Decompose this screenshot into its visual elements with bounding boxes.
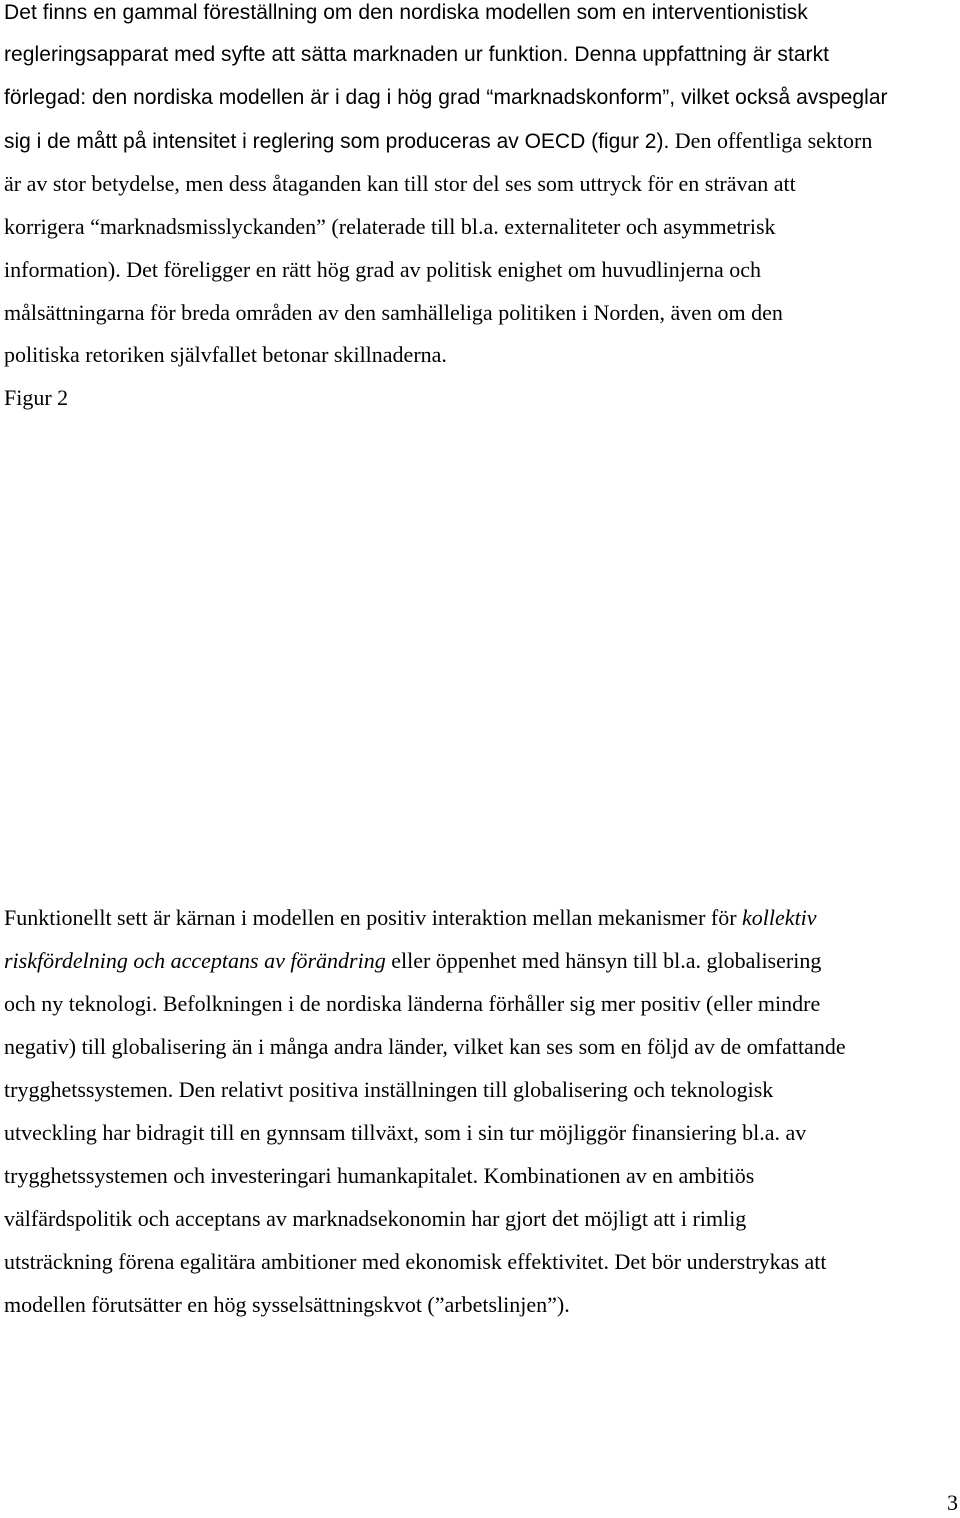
text-line: Det finns en gammal föreställning om den nordiska modellen som en interventionistisk [4,1,808,24]
text-line: är av stor betydelse, men dess åtaganden kan till stor del ses som uttryck för en strävan att [4,171,796,196]
text-line: modellen förutsätter en hög sysselsättningskvot (”arbetslinjen”). [4,1292,570,1317]
text-line: politiska retoriken självfallet betonar skillnaderna. [4,342,447,367]
text-line: förlegad: den nordiska modellen är i dag i hög grad “marknadskonform”, vilket också avspeglar [4,86,888,109]
text-line: regleringsapparat med syfte att sätta marknaden ur funktion. Denna uppfattning är starkt [4,43,830,66]
document-page [4,0,958,1518]
text-span: eller öppenhet med hänsyn till bl.a. globalisering [385,948,822,973]
figure-placeholder [4,412,954,882]
text-span: information). [4,257,121,282]
figure-label: Figur 2 [4,385,69,410]
page-number: 3 [947,1490,958,1515]
text-line-mixed [4,257,761,283]
emphasis-text: riskfördelning och acceptans av förändring [4,948,386,973]
text-span: Funktionellt sett är kärnan i modellen en positiv interaktion mellan mekanismer för [4,905,743,930]
text-line: negativ) till globalisering än i många andra länder, vilket kan ses som en följd av de omfattande [4,1034,846,1059]
text-line: och ny teknologi. Befolkningen i de nordiska länderna förhåller sig mer positiv (eller mindre [4,991,821,1016]
text-line: trygghetssystemen och investeringari humankapitalet. Kombinationen av en ambitiös [4,1163,755,1188]
text-line: målsättningarna för breda områden av den samhälleliga politiken i Norden, även om den [4,300,783,325]
text-line: utsträckning förena egalitära ambitioner med ekonomisk effektivitet. Det bör understrykas att [4,1249,827,1274]
text-span: sig i de mått på intensitet i reglering som produceras av OECD (figur 2). [4,130,670,153]
text-line-mixed [4,905,817,931]
text-span: Den offentliga sektorn [669,128,873,153]
text-line: välfärdspolitik och acceptans av marknadsekonomin har gjort det möjligt att i rimlig [4,1206,747,1231]
text-line-mixed [4,128,872,155]
text-line: utveckling har bidragit till en gynnsam tillväxt, som i sin tur möjliggör finansiering bl.a. av [4,1120,807,1145]
text-line: trygghetssystemen. Den relativt positiva inställningen till globalisering och teknologisk [4,1077,774,1102]
text-span: Det föreligger en rätt hög grad av politisk enighet om huvudlinjerna och [120,257,761,282]
text-line-mixed [4,948,821,974]
text-line: korrigera “marknadsmisslyckanden” (relaterade till bl.a. externaliteter och asymmetrisk [4,214,776,239]
emphasis-text: kollektiv [742,905,817,930]
